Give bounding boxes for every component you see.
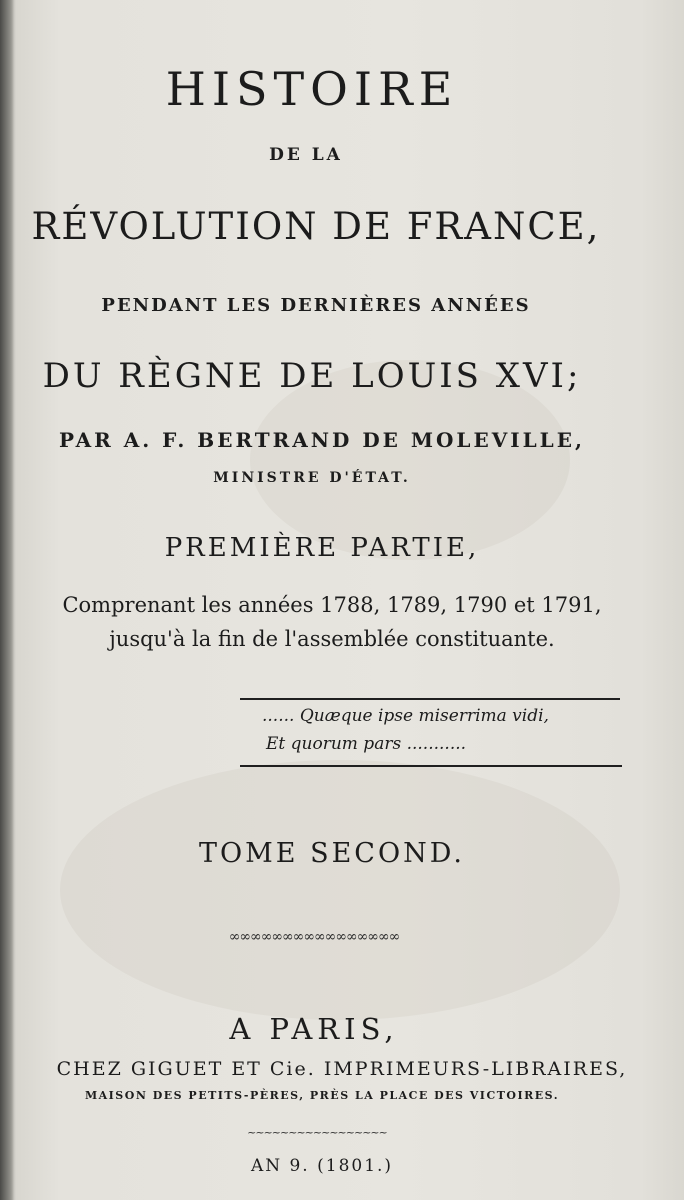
imprint-publisher: CHEZ GIGUET ET Cie. IMPRIMEURS-LIBRAIRES, <box>56 1058 628 1080</box>
part-heading: PREMIÈRE PARTIE, <box>164 533 480 563</box>
imprint-address: MAISON DES PETITS-PÈRES, PRÈS LA PLACE DES VICTOIRES. <box>84 1089 560 1102</box>
part-description-line2: jusqu'à la fin de l'assemblée constituante. <box>109 627 555 651</box>
title-revolution: RÉVOLUTION DE FRANCE, <box>31 205 601 248</box>
ornament-divider: ∞∞∞∞∞∞∞∞∞∞∞∞∞∞∞∞ <box>228 929 400 945</box>
epigraph-rule-top <box>240 698 620 700</box>
title-histoire: HISTOIRE <box>165 62 459 116</box>
author-line: PAR A. F. BERTRAND DE MOLEVILLE, <box>59 428 585 452</box>
epigraph-rule-bottom <box>240 765 622 767</box>
subtitle-pendant: PENDANT LES DERNIÈRES ANNÉES <box>101 295 531 316</box>
title-de-la: DE LA <box>269 145 343 165</box>
ornament-divider-small: ~~~~~~~~~~~~~~~~~ <box>247 1126 387 1139</box>
volume-heading: TOME SECOND. <box>199 838 465 869</box>
imprint-date: AN 9. (1801.) <box>250 1156 394 1176</box>
imprint-city: A PARIS, <box>229 1012 399 1046</box>
paper-stain <box>60 760 620 1020</box>
author-title: MINISTRE D'ÉTAT. <box>213 470 411 486</box>
subtitle-regne: DU RÈGNE DE LOUIS XVI; <box>42 356 582 396</box>
part-description-line1: Comprenant les années 1788, 1789, 1790 et 1791, <box>62 593 602 617</box>
epigraph-line1: ...... Quæque ipse miserrima vidi, <box>262 706 549 726</box>
epigraph-line2: Et quorum pars ........... <box>266 734 467 754</box>
